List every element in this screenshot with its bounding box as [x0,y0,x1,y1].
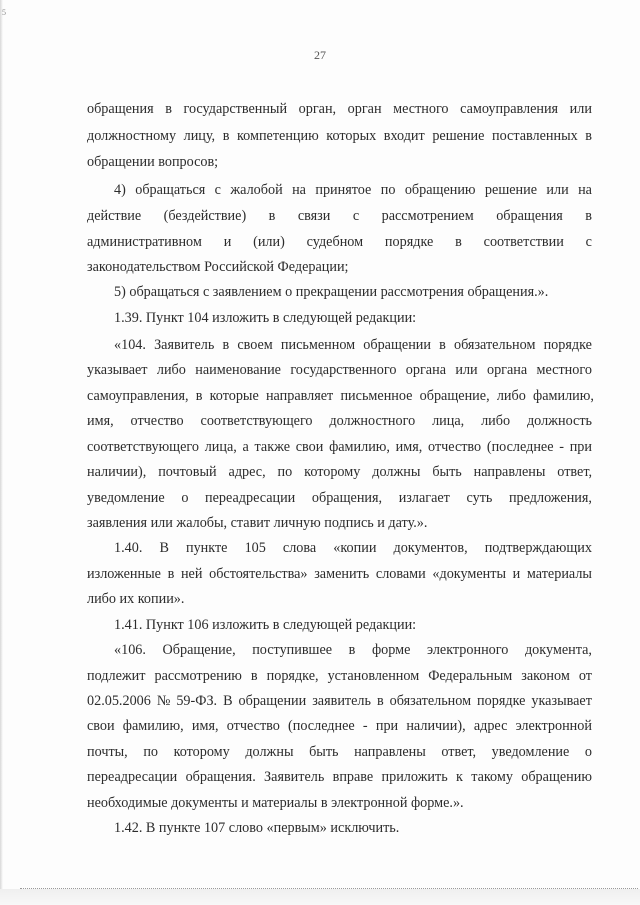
text-line: соответствующего лица, а также свои фамилию, имя, отчество (последнее - при [87,439,592,455]
text-line: 1.39. Пункт 104 изложить в следующей редакции: [114,310,417,326]
text-line: либо их копии». [87,591,185,607]
text-line: почты, по которому должны быть направлены ответ, уведомление о [87,744,592,760]
text-line: законодательством Российской Федерации; [87,259,349,275]
text-line: 1.41. Пункт 106 изложить в следующей редакции: [114,617,417,633]
text-line: свои фамилию, имя, отчество (последнее - при наличии), адрес электронной [87,718,592,734]
text-line: административном и (или) судебном порядке в соответствии с [87,234,592,250]
scan-edge-bottom-shadow [0,889,640,905]
text-line: «106. Обращение, поступившее в форме электронного документа, [114,642,592,658]
text-line: действие (бездействие) в связи с рассмотрением обращения в [87,208,592,224]
text-line: наличии), почтовый адрес, по которому должны быть направлены ответ, [87,464,592,480]
scan-edge-left [0,0,3,905]
text-line: 5) обращаться с заявлением о прекращении рассмотрения обращения.». [114,284,549,300]
text-line: указывает либо наименование государственного органа или органа местного [87,362,592,378]
text-line: обращения в государственный орган, орган местного самоуправления или [87,101,592,117]
text-line: изложенные в ней обстоятельства» заменить словами «документы и материалы [87,566,592,582]
text-line: обращении вопросов; [87,154,219,170]
text-line: должностному лицу, в компетенцию которых входит решение поставленных в [87,128,592,144]
text-line: 1.42. В пункте 107 слово «первым» исключить. [114,820,400,836]
text-line: необходимые документы и материалы в электронной форме.». [87,795,464,811]
text-line: подлежит рассмотрению в порядке, установленном Федеральным законом от [87,668,592,684]
text-line: 1.40. В пункте 105 слова «копии документов, подтверждающих [114,540,592,556]
text-line: заявления или жалобы, ставит личную подпись и дату.». [87,515,428,531]
text-line: «104. Заявитель в своем письменном обращении в обязательном порядке [114,337,592,353]
text-line: 02.05.2006 № 59-ФЗ. В обращении заявитель в обязательном порядке указывает [87,693,592,709]
text-line: имя, отчество соответствующего должностного лица, либо должность [87,413,592,429]
text-line: уведомление о переадресации обращения, излагает суть предложения, [87,490,592,506]
scan-mark: 5 [2,8,6,17]
text-line: переадресации обращения. Заявитель вправе приложить к такому обращению [87,769,592,785]
text-line: 4) обращаться с жалобой на принятое по обращению решение или на [114,182,592,198]
page-number: 27 [314,48,326,62]
text-line: самоуправления, в которые направляет письменное обращение, либо фамилию, [87,388,594,404]
